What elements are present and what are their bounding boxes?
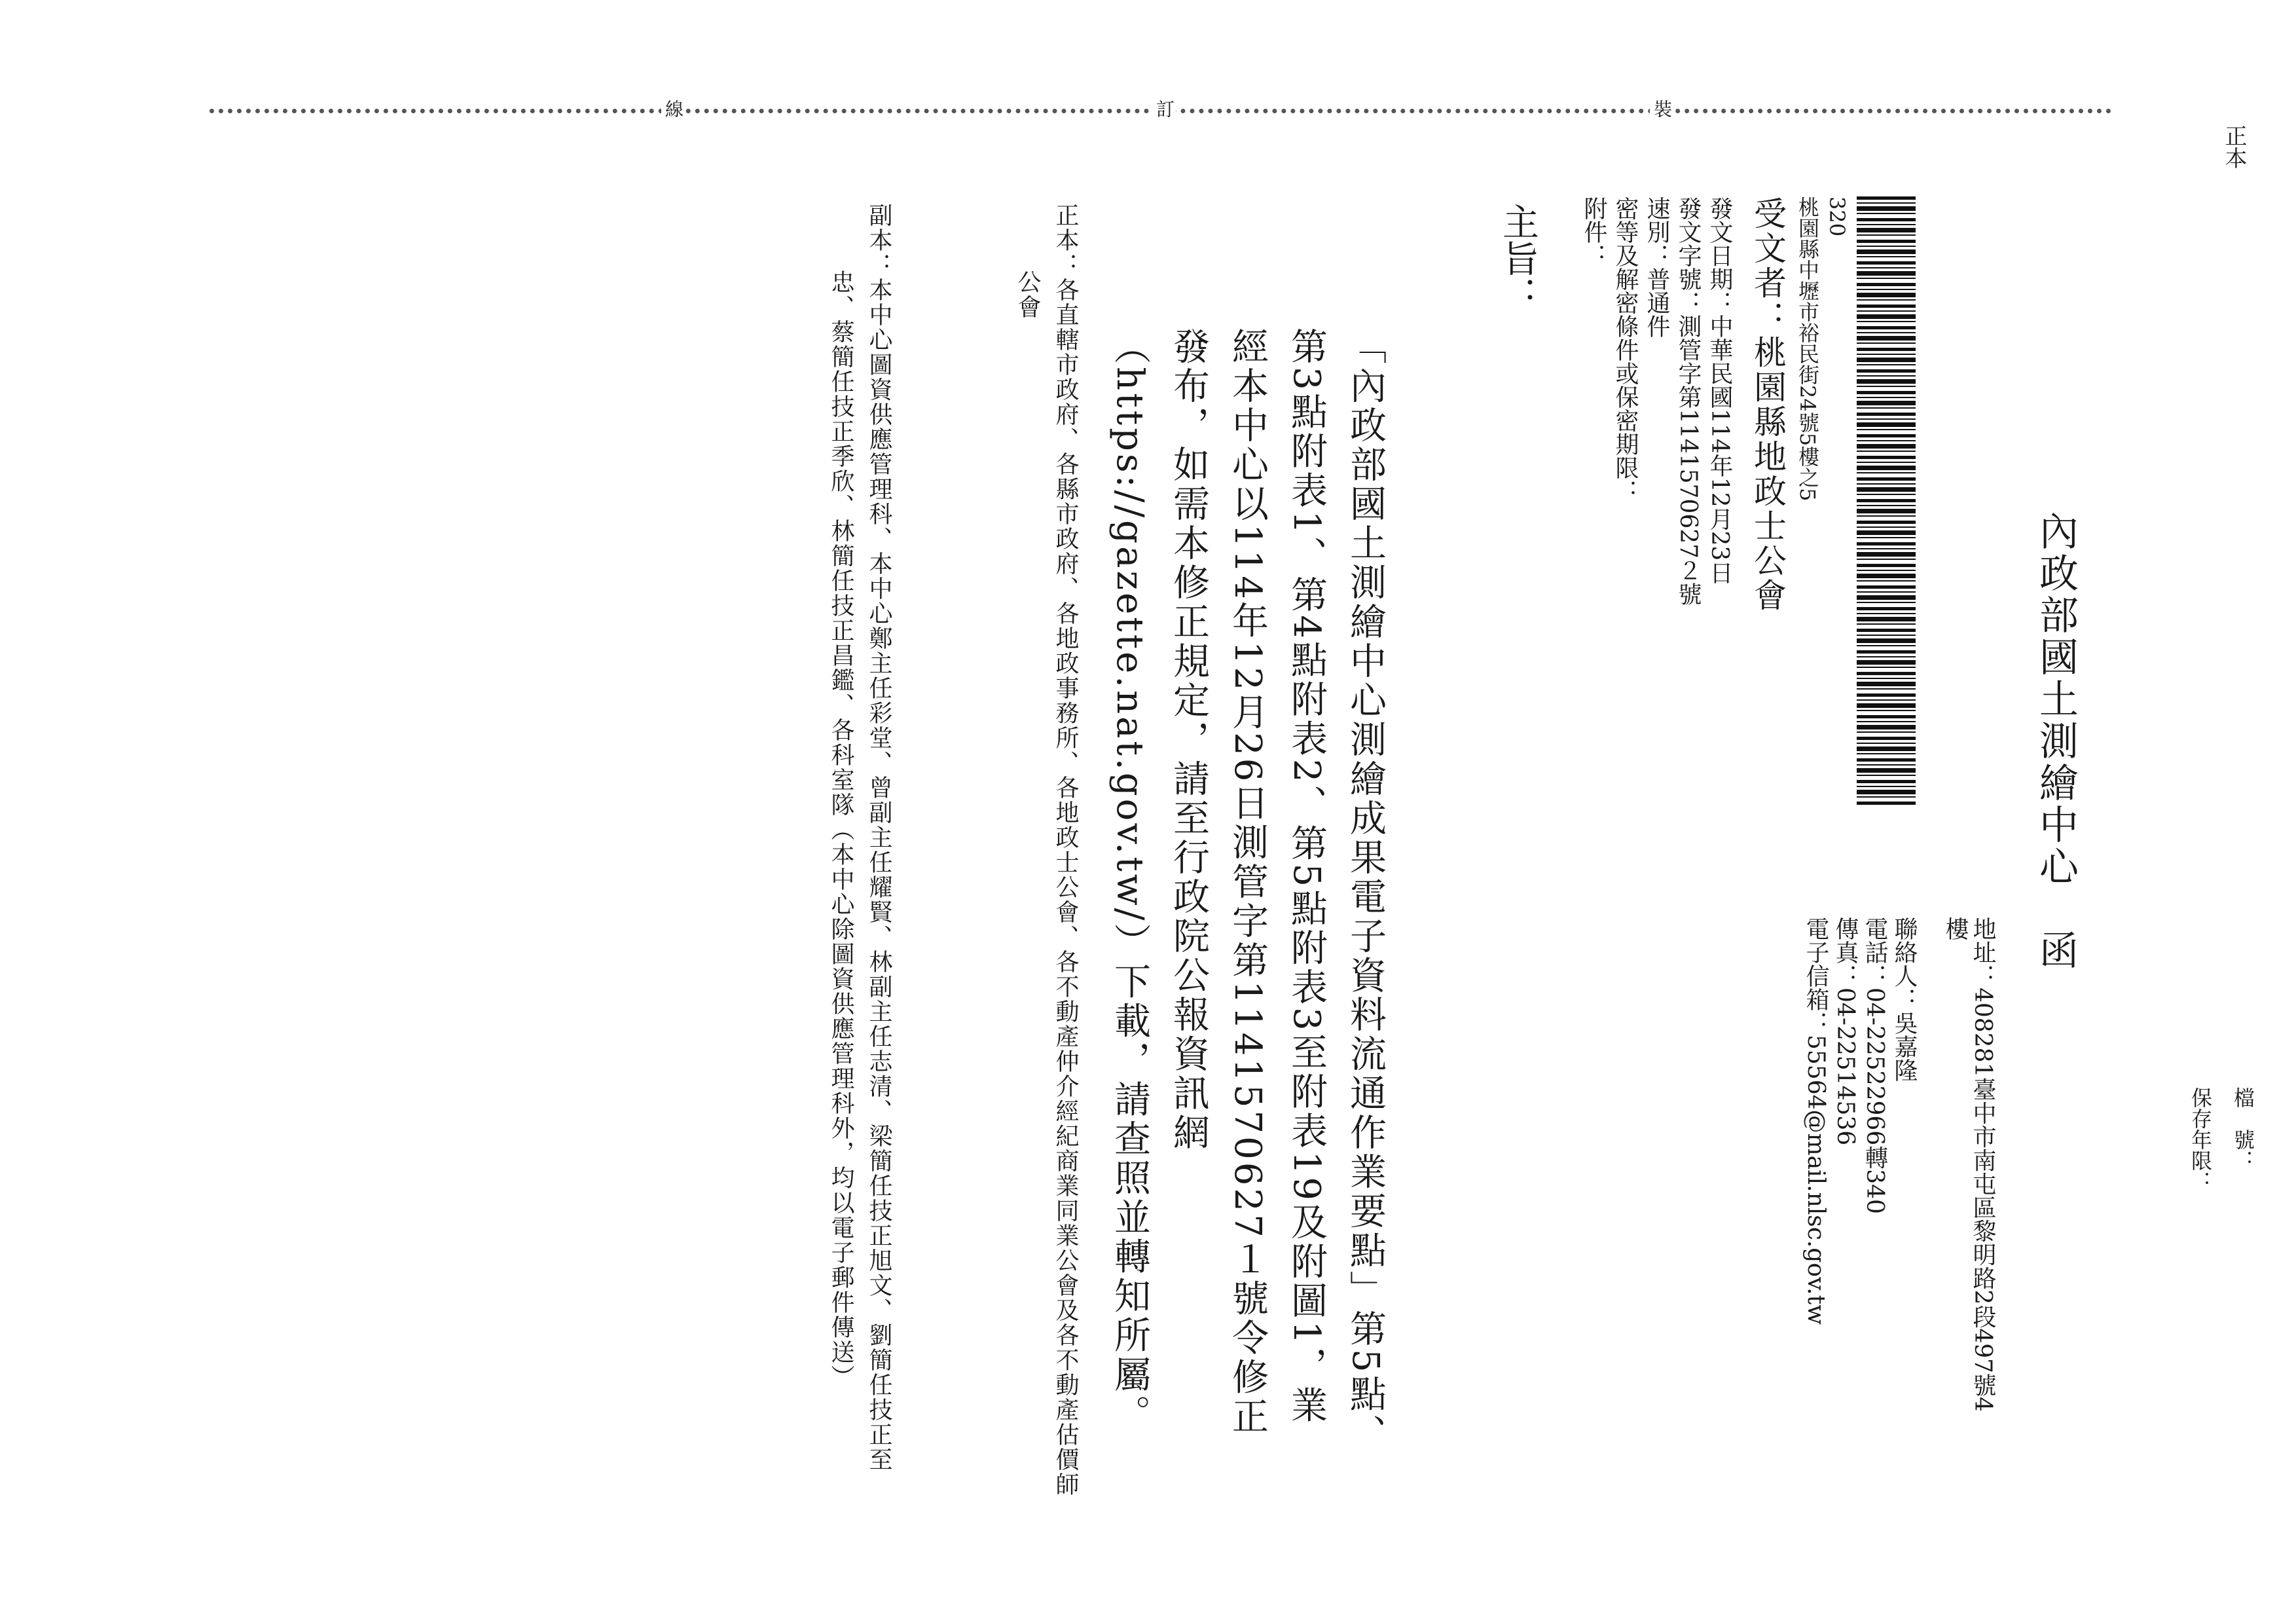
attachment-label: 附件：: [1580, 196, 1607, 267]
binding-mark-xian: 線: [661, 97, 685, 120]
recipient-postcode: 320: [1825, 196, 1850, 237]
subject-label: 主旨：: [1497, 203, 1539, 313]
retention-period-label: 保存年限：: [2188, 1087, 2213, 1192]
copy-type-label: 正本: [2221, 124, 2247, 169]
subject-body: 「內政部國土測繪中心測繪成果電子資料流通作業要點」第5點、第3點附表1、第4點附表2、第5點附表3至附表19及附圖1，業經本中心以114年12月26日測管字第1141570627１號令修正發布，如需本修正規定，請至行政院公報資訊網（https://gazette.nat.gov.tw/）下載，請查照並轉知所屬。: [1108, 327, 1387, 1454]
speed-classification: 速別：普通件: [1643, 196, 1670, 338]
recipient-barcode: [1857, 196, 1916, 805]
file-number-label: 檔 號：: [2231, 1087, 2255, 1171]
issue-date: 發文日期：中華民國114年12月23日: [1706, 196, 1733, 585]
issue-number: 發文字號：測管字第1141570627２號: [1675, 196, 1702, 606]
secrecy-level: 密等及解密條件或保密期限：: [1612, 196, 1639, 503]
agency-email: 電子信箱：55564@mail.nlsc.gov.tw: [1802, 917, 1829, 1325]
agency-contact-person: 聯絡人：吳嘉隆: [1891, 917, 1918, 1082]
recipient-address: 桃園縣中壢市裕民街24號5樓之5: [1795, 196, 1820, 502]
agency-phone: 電話：04-22522966轉340: [1861, 917, 1888, 1214]
original-recipients: 正本：各直轄市政府、各縣市政府、各地政事務所、各地政士公會、各不動產仲介經紀商業同業公會及各不動產估價師公會: [1014, 203, 1079, 1497]
copy-recipients: 副本：本中心圖資供應管理科、本中心鄭主任彩堂、曾副主任耀賢、林副主任志清、梁簡任技正旭文、劉簡任技正至忠、蔡簡任技正季欣、林簡任技正昌鑑、各科室隊（本中心除圖資供應管理科外，均以電子郵件傳送）: [828, 203, 892, 1472]
agency-fax: 傳真：04-22514536: [1832, 917, 1859, 1146]
binding-mark-ding: 訂: [1152, 97, 1176, 120]
agency-title: 內政部國土測繪中心 函: [2033, 511, 2079, 972]
agency-address: 地址：408281臺中市南屯區黎明路2段497號4樓: [1942, 917, 1996, 1412]
binding-mark-zhuang: 裝: [1650, 97, 1673, 120]
recipient-name: 受文者：桃園縣地政士公會: [1749, 196, 1787, 613]
